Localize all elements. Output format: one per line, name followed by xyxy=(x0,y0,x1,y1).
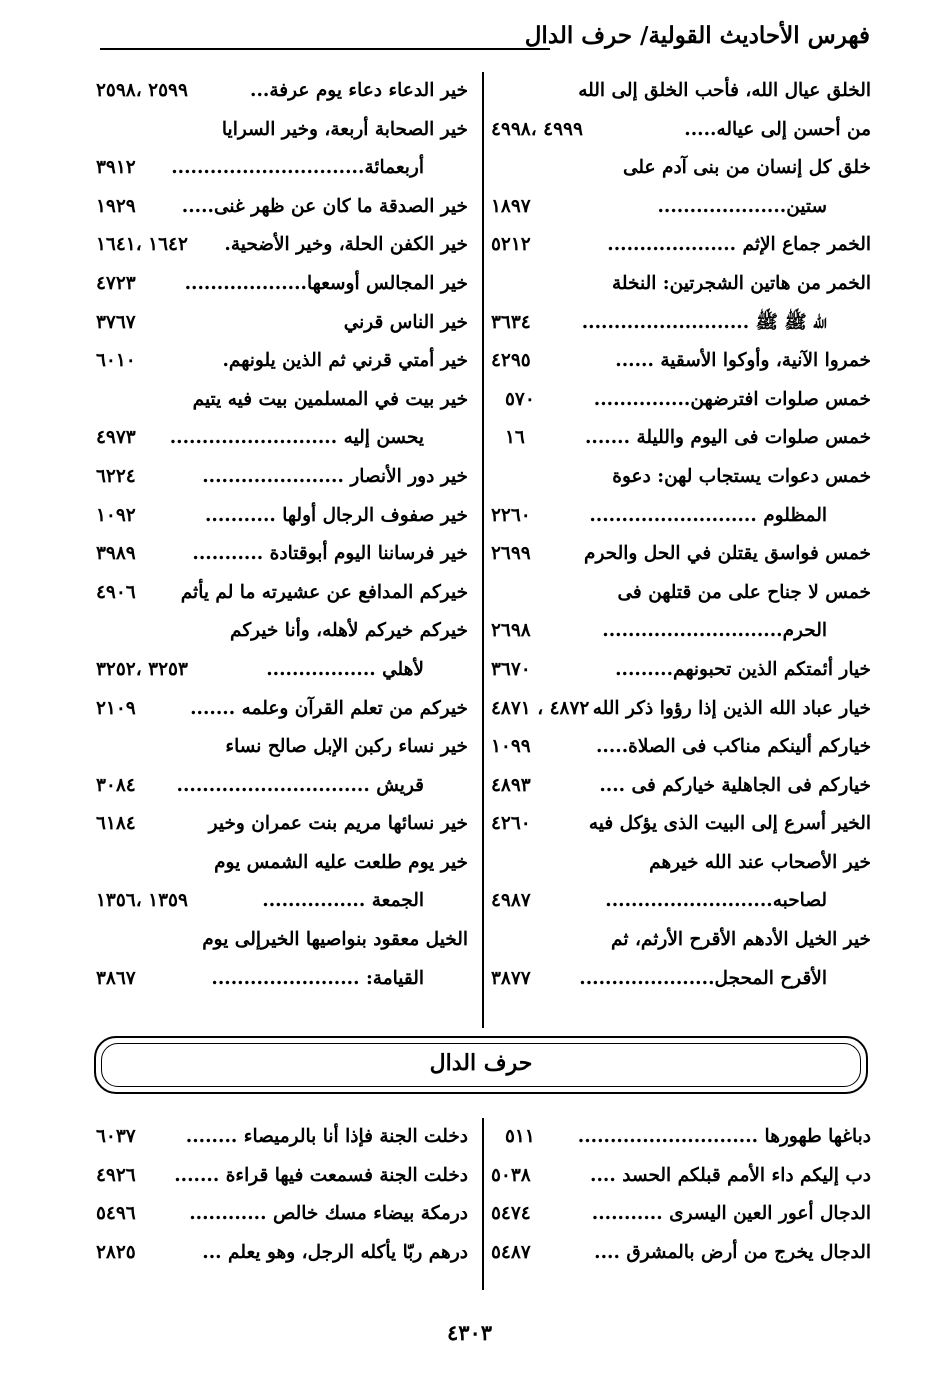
index-entry xyxy=(96,616,468,655)
entry-hadith-number: ٤٩٢٦ xyxy=(96,1164,136,1186)
index-entry xyxy=(96,462,468,501)
entry-text: خيركم المدافع عن عشيرته ما لم يأثم xyxy=(180,581,468,603)
index-entry xyxy=(491,655,871,694)
index-entry xyxy=(491,153,871,192)
entry-text: خير يوم طلعت عليه الشمس يوم xyxy=(214,851,468,873)
entry-text: خياركم فى الجاهلية خياركم فى .... xyxy=(599,774,871,796)
entry-hadith-number: ٤٨٧٢ ، ٤٨٧١ xyxy=(491,697,590,719)
entry-text: خير دور الأنصار ...................... xyxy=(202,465,468,487)
index-entry xyxy=(96,115,468,154)
entry-text: خير صفوف الرجال أولها ........... xyxy=(204,504,468,526)
index-entry xyxy=(96,925,468,964)
entry-text: قريش .............................. xyxy=(176,774,424,796)
page-number: ٤٣٠٣ xyxy=(446,1320,493,1345)
index-entry xyxy=(96,848,468,887)
index-entry xyxy=(96,423,468,462)
entry-hadith-number: ٥٤٩٦ xyxy=(96,1203,136,1224)
entry-hadith-number: ٢٨٢٥ xyxy=(96,1241,136,1263)
entry-hadith-number: ٣٨٧٧ xyxy=(491,967,531,989)
entry-text: خير نساء ركبن الإبل صالح نساء xyxy=(225,736,468,758)
entry-hadith-number: ١٣٥٩ ،١٣٥٦ xyxy=(96,890,188,912)
entry-text: خير فرساننا اليوم أبوقتادة ........... xyxy=(192,543,468,565)
entry-text: الأقرح المحجل..................... xyxy=(579,967,827,989)
entry-text: خمس دعوات يستجاب لهن: دعوة xyxy=(612,465,871,487)
entry-hadith-number: ٤٩٠٦ xyxy=(96,581,136,603)
entry-hadith-number: ٥٧٠ xyxy=(505,388,535,410)
entry-text: درهم ربّا يأكله الرجل، وهو يعلم ... xyxy=(202,1241,468,1263)
index-entry xyxy=(491,269,871,308)
entry-hadith-number: ٥٤٧٤ xyxy=(491,1203,531,1224)
entry-hadith-number: ٣٦٧٠ xyxy=(491,658,531,680)
index-entry xyxy=(491,848,871,887)
entry-text: خير نسائها مريم بنت عمران وخير xyxy=(208,813,468,835)
entry-text: خير الكفن الحلة، وخير الأضحية. xyxy=(224,234,468,256)
entry-hadith-number: ٤٢٩٥ xyxy=(491,350,531,372)
header-title: فهرس الأحاديث القولية/ حرف الدال xyxy=(524,22,870,49)
entry-hadith-number: ٦٠١٠ xyxy=(96,350,136,372)
entry-text: خمس صلوات فى اليوم والليلة ....... xyxy=(584,427,871,449)
entry-hadith-number: ٢٦٩٨ xyxy=(491,620,531,642)
entry-text: المظلوم .......................... xyxy=(589,504,827,526)
entry-text: الجمعة ................ xyxy=(262,890,424,912)
entry-hadith-number: ٤٩٧٣ xyxy=(96,427,136,449)
index-entry xyxy=(96,886,468,925)
index-entry xyxy=(491,346,871,385)
entry-hadith-number: ٤٢٦٠ xyxy=(491,813,531,835)
entry-text: الخمر جماع الإثم .................... xyxy=(607,234,871,256)
entry-hadith-number: ٦٠٣٧ xyxy=(96,1126,136,1147)
index-entry xyxy=(96,809,468,848)
entry-text: دخلت الجنة فإذا أنا بالرميصاء ........ xyxy=(185,1126,468,1147)
entry-hadith-number: ٥٠٣٨ xyxy=(491,1164,531,1186)
entry-hadith-number: ٣٧٦٧ xyxy=(96,311,136,333)
running-header xyxy=(100,22,870,56)
index-entry xyxy=(96,1161,468,1200)
entry-text: خيركم خيركم لأهله، وأنا خيركم xyxy=(230,620,468,642)
entry-hadith-number: ٥١١ xyxy=(505,1126,535,1147)
index-entry xyxy=(96,308,468,347)
index-entry xyxy=(491,539,871,578)
entry-text: الخيل معقود بنواصيها الخيرإلى يوم xyxy=(202,929,468,951)
index-entry xyxy=(491,771,871,810)
entry-text: دب إليكم داء الأمم قبلكم الحسد .... xyxy=(590,1164,871,1186)
entry-hadith-number: ٢٥٩٩ ،٢٥٩٨ xyxy=(96,80,188,101)
index-entry xyxy=(491,1238,871,1277)
index-entry xyxy=(491,423,871,462)
entry-hadith-number: ٤٨٩٣ xyxy=(491,774,531,796)
index-entry xyxy=(96,1238,468,1277)
entry-text: خير بيت في المسلمين بيت فيه يتيم xyxy=(192,388,468,410)
entry-hadith-number: ٣٩١٢ xyxy=(96,157,136,179)
entry-hadith-number: ٢٦٩٩ xyxy=(491,543,531,565)
index-entry xyxy=(491,694,871,733)
entry-text: خير أمتي قرني ثم الذين يلونهم. xyxy=(222,350,468,372)
entry-text: لصاحبه.......................... xyxy=(605,890,827,912)
index-entry xyxy=(491,964,871,1003)
entry-text: الدجال أعور العين اليسرى ........... xyxy=(591,1203,871,1224)
index-entry xyxy=(491,925,871,964)
entry-text: خيار أئمتكم الذين تحبونهم......... xyxy=(615,658,871,680)
index-entry xyxy=(491,732,871,771)
entry-text: خلق كل إنسان من بنى آدم على xyxy=(622,157,871,179)
index-entry xyxy=(491,1122,871,1161)
index-entry xyxy=(491,76,871,115)
index-entry xyxy=(96,732,468,771)
entry-text: درمكة بيضاء مسك خالص ............ xyxy=(189,1203,468,1224)
entry-text: لأهلي ................. xyxy=(266,658,424,680)
entry-hadith-number: ٦١٨٤ xyxy=(96,813,136,835)
entry-hadith-number: ٣٦٣٤ xyxy=(491,311,531,333)
index-entry xyxy=(491,462,871,501)
entry-text: خير الناس قرني xyxy=(343,311,468,333)
header-rule xyxy=(100,48,550,50)
entry-text: خمس صلوات افترضهن............... xyxy=(593,388,871,410)
section-column-right xyxy=(491,1122,871,1276)
section-column-left xyxy=(96,1122,468,1276)
index-entry xyxy=(96,655,468,694)
entry-text: الخمر من هاتين الشجرتين: النخلة xyxy=(612,272,871,294)
entry-text: ستين.................... xyxy=(657,195,827,217)
entry-text: خير الخيل الأدهم الأقرح الأرثم، ثم xyxy=(611,929,871,951)
entry-text: الخير أسرع إلى البيت الذى يؤكل فيه xyxy=(588,813,871,835)
entry-hadith-number: ٣٨٦٧ xyxy=(96,967,136,989)
index-entry xyxy=(491,385,871,424)
index-entry xyxy=(491,1161,871,1200)
index-entry xyxy=(96,230,468,269)
index-entry xyxy=(96,76,468,115)
entry-hadith-number: ١٠٩٢ xyxy=(96,504,136,526)
index-entry xyxy=(491,578,871,617)
entry-text: أربعمائة.............................. xyxy=(171,157,424,179)
index-column-right xyxy=(491,76,871,1002)
entry-text: خيركم من تعلم القرآن وعلمه ....... xyxy=(190,697,468,719)
index-entry xyxy=(491,192,871,231)
entry-text: خياركم ألينكم مناكب فى الصلاة..... xyxy=(595,736,871,758)
index-entry xyxy=(491,886,871,925)
index-entry xyxy=(96,771,468,810)
entry-text: خير الصحابة أربعة، وخير السرايا xyxy=(221,118,468,140)
index-entry xyxy=(96,192,468,231)
index-entry xyxy=(96,346,468,385)
entry-hadith-number: ٣٩٨٩ xyxy=(96,543,136,565)
index-entry xyxy=(96,385,468,424)
entry-hadith-number: ٥٢١٢ xyxy=(491,234,531,256)
entry-hadith-number: ١٩٢٩ xyxy=(96,195,136,217)
entry-hadith-number: ١٦ xyxy=(505,427,525,449)
index-entry xyxy=(96,1122,468,1161)
entry-text: يحسن إليه .......................... xyxy=(169,427,424,449)
entry-text: خمس لا جناح على من قتلهن فى xyxy=(617,581,871,603)
entry-hadith-number: ٤٩٨٧ xyxy=(491,890,531,912)
entry-hadith-number: ٢٢٦٠ xyxy=(491,504,531,526)
entry-hadith-number: ٦٢٢٤ xyxy=(96,465,136,487)
entry-hadith-number: ١٨٩٧ xyxy=(491,195,531,217)
index-entry xyxy=(491,115,871,154)
entry-text: خير الصدقة ما كان عن ظهر غنى..... xyxy=(181,195,468,217)
entry-text: خيار عباد الله الذين إذا رؤوا ذكر الله xyxy=(592,697,871,719)
index-entry xyxy=(96,153,468,192)
entry-hadith-number: ٤٩٩٩ ،٤٩٩٨ xyxy=(491,118,583,140)
entry-hadith-number: ٤٧٢٣ xyxy=(96,272,136,294)
section-banner xyxy=(94,1036,868,1094)
index-entry xyxy=(96,501,468,540)
entry-hadith-number: ٣٠٨٤ xyxy=(96,774,136,796)
index-entry xyxy=(96,539,468,578)
entry-text: الحرم............................ xyxy=(602,620,827,642)
index-entry xyxy=(96,269,468,308)
entry-hadith-number: ٣٢٥٣ ،٣٢٥٢ xyxy=(96,658,188,680)
index-entry xyxy=(96,578,468,617)
entry-text: الله ﷺ ﷺ .......................... xyxy=(581,311,827,333)
entry-text: خير المجالس أوسعها................... xyxy=(184,272,468,294)
entry-text: خمروا الآنية، وأوكوا الأسقية ...... xyxy=(615,350,871,372)
entry-hadith-number: ١٦٤٢ ،١٦٤١ xyxy=(96,234,188,256)
section-title: حرف الدال xyxy=(429,1050,533,1076)
index-entry xyxy=(96,1199,468,1238)
entry-text: خير الدعاء دعاء يوم عرفة... xyxy=(250,80,468,101)
entry-hadith-number: ٥٤٨٧ xyxy=(491,1241,531,1263)
entry-text: القيامة: ....................... xyxy=(211,967,424,989)
index-entry xyxy=(491,501,871,540)
section-column-divider xyxy=(482,1118,484,1290)
index-entry xyxy=(491,1199,871,1238)
entry-hadith-number: ٢١٠٩ xyxy=(96,697,136,719)
index-entry xyxy=(96,964,468,1003)
entry-hadith-number: ١٠٩٩ xyxy=(491,736,531,758)
entry-text: دخلت الجنة فسمعت فيها قراءة ....... xyxy=(174,1164,468,1186)
entry-text: الخلق عيال الله، فأحب الخلق إلى الله xyxy=(578,80,871,101)
index-entry xyxy=(96,694,468,733)
entry-text: خمس فواسق يقتلن في الحل والحرم xyxy=(584,543,871,565)
index-entry xyxy=(491,308,871,347)
index-column-left xyxy=(96,76,468,1002)
index-entry xyxy=(491,616,871,655)
entry-text: الدجال يخرج من أرض بالمشرق .... xyxy=(594,1241,871,1263)
entry-text: دباغها طهورها ............................ xyxy=(577,1126,871,1147)
index-entry xyxy=(491,809,871,848)
column-divider xyxy=(482,72,484,1028)
entry-text: من أحسن إلى عياله..... xyxy=(684,118,871,140)
index-entry xyxy=(491,230,871,269)
entry-text: خير الأصحاب عند الله خيرهم xyxy=(649,851,871,873)
